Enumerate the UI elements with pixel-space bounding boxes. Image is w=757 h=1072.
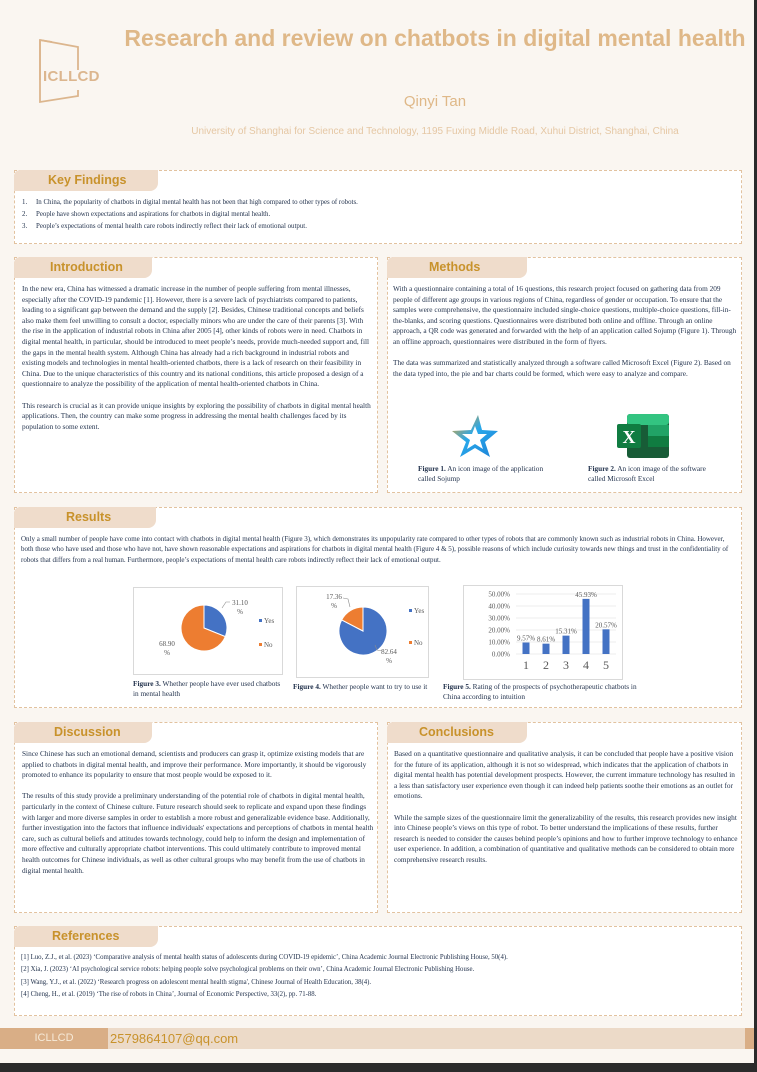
introduction-paragraph: In the new era, China has witnessed a dramatic increase in the number of people suffering from mental illnesses, especially after the COVID-19 pandemic [1]. However, there is a severe lack of psychiatrists compared to patients, leading to a significant gap between the demand and the supply [2]. Besides, Chinese traditional concepts and beliefs also make them feel unwilling to consult a doctor, especially minors who are under the care of their parents [3]. With the rise in the application of industrial robots in China after 2005 [4], other kinds of robots were in need. Chatbots in digital mental health, in particular, should be introduced to meet people’s needs, provide much-needed support and, fill the gaps in the mental health system. Although China has already had a rich background in industrial robots and existing models and technologies in mental health-oriented chatbots, there is a lack of research on their feasibility in China. Due to the unique characteristics of this country and its national conditions, this article proposed a design of a questionnaire to analyze the possibility of the application of mental health-oriented chatbots in China. [22,284,370,389]
results-section [14,507,742,708]
figure5-caption-text: Rating of the prospects of psychotherapeutic chatbots in China according to intuition [443,682,637,701]
key-findings-section [14,170,742,244]
figure2-caption-text: An icon image of the software called Microsoft Excel [588,464,706,483]
y-tick-label: 30.00% [488,614,510,623]
legend-label-no: No [264,641,273,649]
figure5-chart-frame [463,585,623,680]
discussion-paragraph: Since Chinese has such an emotional demand, scientists and producers can grasp it, optimize existing models that are applied to chatbots in digital mental health, and improve their performance. More importantly, it should be vigorously promoted to enhance its popularity to ensure that most people would be exposed to it. [22,749,367,780]
references-section [14,926,742,1016]
results-paragraph: Only a small number of people have come into contact with chatbots in digital mental health (Figure 3), which demonstrates its unpopularity rate compared to other types of robots that are commonly known such as industrial robots in China. However, both those who have used and those who have not, have shown reasonable expectations and aspirations for chatbots in digital mental health (Figure 4 & 5), possible reasons of which include curiosity towards new things and trust in the confidentiality of robots that differs from a real human. Furthermore, people’s expectations of mental health care robots indirectly reflect their lack of emotional output. [21,535,729,564]
legend-swatch-no [409,641,412,644]
references-list [21,952,508,1002]
legend-label-yes: Yes [414,607,425,615]
pie-data-label: 82.64 [381,648,397,656]
x-tick-label: 4 [583,658,589,672]
x-tick-label: 1 [523,658,529,672]
bar-3 [563,636,570,654]
pie-data-label-unit: % [164,649,170,657]
references-heading-text: References [52,929,120,943]
bar-1 [523,643,530,654]
excel-letter: X [622,427,636,447]
pie-data-label-unit: % [331,602,337,610]
figure4-caption-text: Whether people want to try to use it [320,682,428,691]
conclusions-heading-text: Conclusions [419,725,495,739]
pie-leader-line [343,598,350,607]
introduction-paragraph: This research is crucial as it can provide unique insights by exploring the possibility of chatbots in digital mental health applications. Then, the country can make some progress in addressing the mental health challenges faced by its population to some extent. [22,400,371,431]
figure3-caption [133,679,283,698]
key-finding-number: 3. [22,222,28,230]
key-finding-item [22,209,358,221]
bar-data-label: 9.57% [516,634,536,643]
legend-swatch-yes [259,619,262,622]
key-finding-text: In China, the popularity of chatbots in digital mental health has not been that high compared to other types of robots. [36,199,358,206]
x-tick-label: 3 [563,658,569,672]
methods-heading-text: Methods [429,260,481,274]
introduction-heading-text: Introduction [50,260,123,274]
pie-data-label-unit: % [237,608,243,616]
reference-item: [1] Luo, Z.J., et al. (2023) ‘Comparative analysis of mental health status of adolescents during COVID-19 epidemic’, China Academic Journal Electronic Publishing House, 50(4). [21,954,508,961]
figure4-caption [293,682,429,692]
footer-label: ICLLCD [0,1028,108,1049]
figure3-chart-frame [133,587,283,675]
results-heading-text: Results [66,510,112,524]
conclusions-paragraph: While the sample sizes of the questionnaire limit the generalizability of the results, this research provides new insight into Chinese people’s views on this type of robot. To better understand the implications of these results, further research is needed to consider the causes behind people’s opinions and how to further improve technology to enhance user experience. In addition, a combination of quantitative and qualitative methods can be considered to obtain more comprehensive research results. [394,812,738,864]
bar-2 [543,644,550,654]
y-tick-label: 40.00% [488,602,510,611]
y-tick-label: 0.00% [491,650,510,659]
footer-email[interactable]: 2579864107@qq.com [110,1031,239,1046]
footer-end-block [745,1028,754,1049]
conclusions-body [394,749,739,876]
y-tick-label: 50.00% [488,590,510,599]
methods-body [393,284,739,390]
figure1-caption [418,464,548,483]
bar-data-label: 45.93% [575,590,597,599]
methods-heading [387,257,527,278]
key-finding-number: 2. [22,210,28,218]
introduction-body [22,284,372,443]
results-heading [14,507,156,528]
methods-paragraph: The data was summarized and statistically analyzed through a software called Microsoft Excel (Figure 2). Based on the data typed into, the pie and bar charts could be formed, which were easy to analyze and compare. [393,358,731,378]
bar-4 [583,599,590,654]
conclusions-section [387,722,742,913]
poster-title: Research and review on chatbots in digital mental health [124,25,746,51]
x-tick-label: 5 [603,658,609,672]
figure4-chart-frame [296,586,429,678]
excel-icon [615,412,673,460]
discussion-section [14,722,378,913]
bar-data-label: 8.61% [536,635,556,644]
conclusions-paragraph: Based on a quantitative questionnaire and qualitative analysis, it can be concluded that people have a positive vision for the future of its application, although it is not so widespread, which indicates that the application of chatbots in digital mental health has potential development prospects. However, the current immature technology has resulted in a less than satisfactory user experience even though it can indeed help patients soothe their emotions as an outlet for emotions. [394,749,735,801]
figure3-caption-text: Whether people have ever used chatbots in mental health [133,679,281,698]
legend-label-yes: Yes [264,617,275,625]
y-tick-label: 20.00% [488,626,510,635]
key-finding-item [22,197,358,209]
bar-data-label: 20.57% [595,621,617,630]
figure5-bar-chart [464,586,622,679]
methods-paragraph: With a questionnaire containing a total of 16 questions, this research project focused on gathering data from 209 people of different age groups in various regions of China, regardless of gender or occupation. To ensure that the samples were comprehensive, the questionnaire included single-choice questions, multiple-choice questions, fill-in-the-blanks, and scoring questions. Questionnaires were distributed both online and offline. Through an online approach, a QR code was generated and forwarded with the help of an application called Sojump (Figure 1). Through an offline approach, questionnaires were distributed in the form of flyers. [393,284,737,346]
references-heading [14,926,158,947]
pie-data-label: 31.10 [232,599,248,607]
key-findings-list [22,197,358,232]
reference-item: [2] Xia, J. (2023) ‘AI psychological service robots: helping people solve psychological problems on their own’, China Academic Journal Electronic Publishing House. [21,966,475,974]
figure2-label: Figure 2. [588,464,616,473]
figure1-label: Figure 1. [418,464,446,473]
pie-data-label-unit: % [386,657,392,665]
introduction-section [14,257,378,493]
author-name: Qinyi Tan [403,93,467,110]
pie-data-label: 68.90 [159,640,175,648]
legend-swatch-yes [409,609,412,612]
figure4-pie-chart [297,587,428,677]
discussion-body [22,749,374,887]
figure3-pie-chart [134,588,282,674]
y-tick-label: 10.00% [488,638,510,647]
logo-text: ICLLCD [43,68,100,85]
discussion-heading [14,722,152,743]
reference-item: [3] Wang, Y.J., et al. (2022) ‘Research progress on adolescent mental health stigma', Chinese Journal of Health Education, 38(4). [21,978,372,986]
key-finding-number: 1. [22,199,28,206]
figure2-caption [588,464,718,483]
sojump-star-icon [448,414,500,458]
figure3-label: Figure 3. [133,679,161,688]
methods-section [387,257,742,493]
key-finding-text: People have shown expectations and aspirations for chatbots in digital mental health. [36,210,271,218]
results-body [21,534,737,575]
figure5-label: Figure 5. [443,682,471,691]
legend-swatch-no [259,643,262,646]
legend-label-no: No [414,639,423,647]
key-findings-heading-text: Key Findings [48,173,127,187]
figure1-caption-text: An icon image of the application called Sojump [418,464,544,483]
x-tick-label: 2 [543,658,549,672]
reference-item: [4] Cheng, H., et al. (2019) ‘The rise of robots in China’, Journal of Economic Perspective, 33(2), pp. 71-88. [21,991,317,999]
figure4-label: Figure 4. [293,682,321,691]
key-findings-heading [14,170,158,191]
discussion-heading-text: Discussion [54,725,121,739]
bar-5 [603,629,610,654]
discussion-paragraph: The results of this study provide a preliminary understanding of the potential role of chatbots in digital mental health, particularly in the context of Chinese culture. Future research should seek to replicate and expand upon these findings with larger and more diverse samples in order to establish a more robust and generalizable evidence base. Additionally, further investigation into the factors that influence individuals' expectations and perceptions of chatbots in mental health care, such as cultural beliefs and attitudes towards technology, could help to inform the design and implementation of more effective and culturally appropriate chatbot interventions. This could ultimately contribute to improved mental health outcomes for Chinese individuals, as well as other cultural groups who may benefit from the use of chatbots in digital mental health. [22,791,374,875]
affiliation: University of Shanghai for Science and Technology, 1195 Fuxing Middle Road, Xuhui District, Shanghai, China [191,126,679,137]
conclusions-heading [387,722,527,743]
key-finding-text: People’s expectations of mental health care robots indirectly reflect their lack of emotional output. [36,222,307,230]
pie-leader-line [222,602,230,608]
bar-data-label: 15.31% [555,627,577,636]
pie-data-label: 17.36 [326,593,342,601]
introduction-heading [14,257,152,278]
figure5-caption [443,682,653,701]
icllcd-logo [36,38,100,104]
key-finding-item [22,221,358,233]
